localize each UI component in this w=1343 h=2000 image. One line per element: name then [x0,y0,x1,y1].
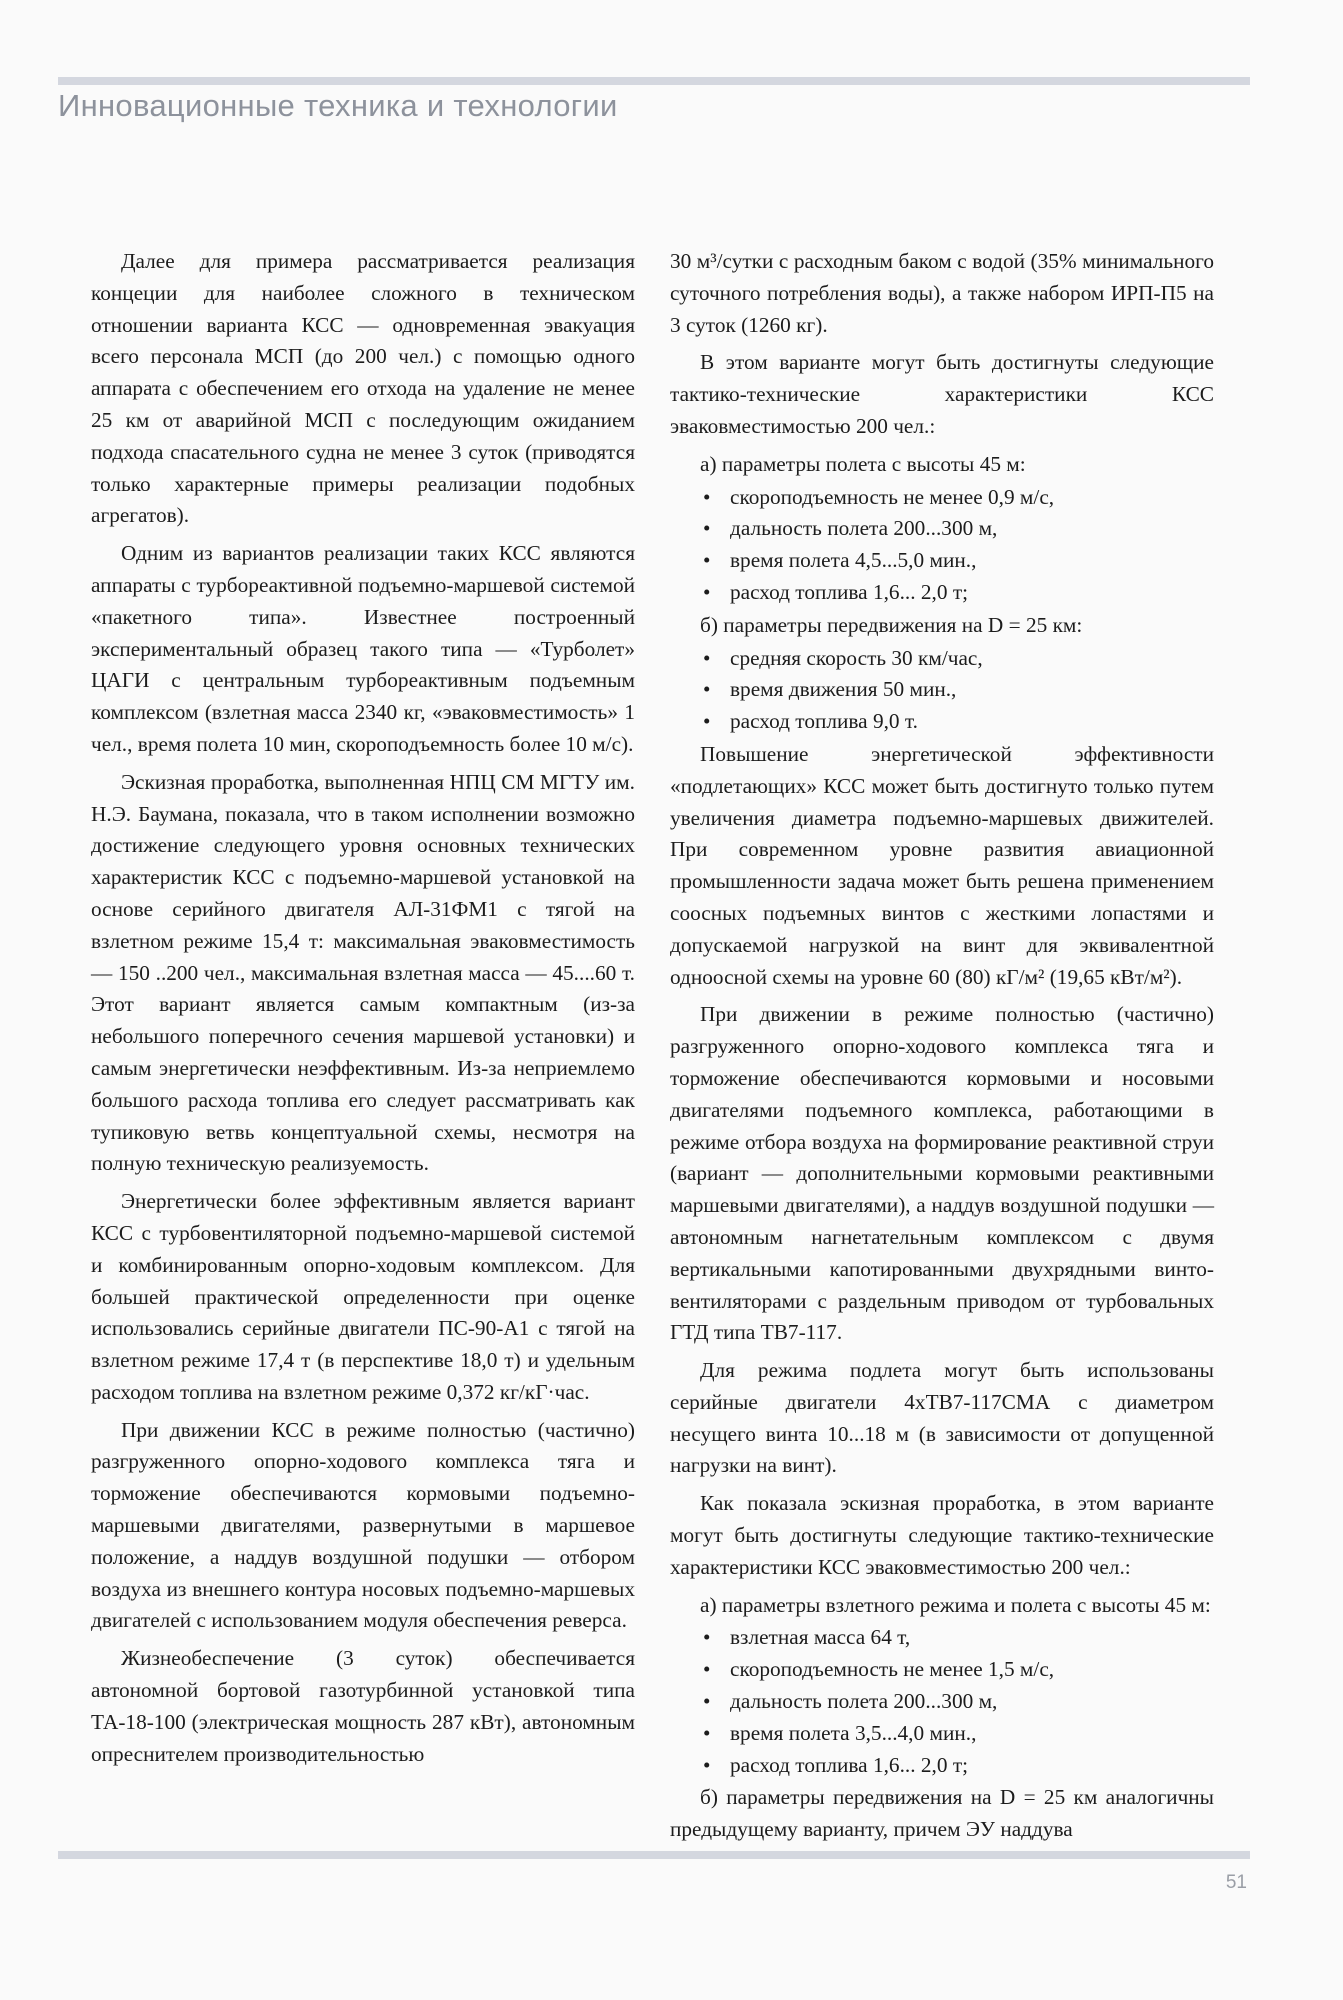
right-column [670,246,1214,1847]
paragraph: 30 м³/сутки с расходным баком с водой (35% минимального суточного потребления воды), а также набором ИРП-П5 на 3 суток (1260 кг). [670,249,1214,337]
list-item [670,1686,1214,1718]
list-item [670,706,1214,738]
paragraph: Энергетически более эффективным является вариант КСС с турбовентиляторной подъемно-маршевой системой и комбинированным опорно-ходовым комплексом. Для большей практической определенности при оценке использовались серийные двигатели ПС-90-А1 с тягой на взлетном режиме 17,4 т (в перспективе 18,0 т) и удельным расходом топлива на взлетном режиме 0,372 кг/кГ·час. [91,1189,635,1404]
page-number: 51 [1225,1872,1247,1893]
bullet: • [703,516,711,541]
list-item-text: скороподъемность не менее 1,5 м/с, [730,1657,1055,1682]
paragraph: Повышение энергетической эффективности «подлетающих» КСС может быть достигнуто только путем увеличения диаметра подъемно-маршевых движителей. При современном уровне развития авиационной промышленности задача может быть решена применением соосных подъемных винтов с жесткими лопастями и допускаемой нагрузкой на винт для эквивалентной одноосной схемы на уровне 60 (80) кГ/м² (19,65 кВт/м²). [670,741,1214,989]
list-item [670,1718,1214,1750]
paragraph: Жизнеобеспечение (3 суток) обеспечивается автономной бортовой газотурбинной установкой типа ТА-18-100 (электрическая мощность 287 кВт), автономным опреснителем производительностью [91,1646,635,1766]
bullet: • [703,1625,711,1650]
list-item-text: средняя скорость 30 км/час, [730,645,983,670]
bullet-list [670,1622,1214,1781]
paragraph: При движении в режиме полностью (частично) разгруженного опорно-ходового комплекса тяга и торможение обеспечиваются кормовыми и носовыми двигателями подъемного комплекса, работающими в режиме отбора воздуха на формирование реактивной струи (вариант — дополнительными кормовыми реактивными маршевыми двигателями), а наддув воздушной подушки — автономным нагнетательным комплексом с двумя вертикальными капотированными двухрядными винто-вентиляторами с раздельным приводом от турбовальных ГТД типа ТВ7-117. [670,1002,1214,1345]
bullet: • [703,1720,711,1745]
bullet: • [703,484,711,509]
list-heading: б) параметры передвижения на D = 25 км аналогичны предыдущему варианту, причем ЭУ наддува [670,1785,1214,1842]
header-rule [58,77,1250,85]
list-heading: б) параметры передвижения на D = 25 км: [700,612,1083,637]
list-item [670,643,1214,675]
left-column [91,246,635,1776]
list-item-text: расход топлива 1,6... 2,0 т; [730,1752,969,1777]
list-item-text: расход топлива 1,6... 2,0 т; [730,579,969,604]
list-heading: а) параметры полета с высоты 45 м: [700,451,1026,476]
bullet: • [703,709,711,734]
list-item-text: взлетная масса 64 т, [730,1625,911,1650]
list-item [670,1622,1214,1654]
paragraph: Одним из вариантов реализации таких КСС являются аппараты с турбореактивной подъемно-маршевой системой «пакетного типа». Известнее построенный экспериментальный образец такого типа — «Турболет» ЦАГИ с центральным турбореактивным подъемным комплексом (взлетная масса 2340 кг, «эваковместимость» 1 чел., время полета 10 мин, скороподъемность более 10 м/с). [91,541,635,756]
list-item-text: дальность полета 200...300 м, [730,516,998,541]
bullet: • [703,1657,711,1682]
paragraph: Для режима подлета могут быть использованы серийные двигатели 4хТВ7-117СМА с диаметром несущего винта 10...18 м (в зависимости от допущенной нагрузки на винт). [670,1358,1214,1478]
list-item [670,545,1214,577]
paragraph: Эскизная проработка, выполненная НПЦ СМ МГТУ им. Н.Э. Баумана, показала, что в таком исполнении возможно достижение следующего уровня основных технических характеристик КСС с подъемно-маршевой установкой на основе серийного двигателя АЛ-31ФМ1 с тягой на взлетном режиме 15,4 т: максимальная эваковместимость — 150 ..200 чел., максимальная взлетная масса — 45....60 т. Этот вариант является самым компактным (из-за небольшого поперечного сечения маршевой установки) и самым энергетически неэффективным. Из-за неприемлемо большого расхода топлива его следует рассматривать как тупиковую ветвь концептуальной схемы, несмотря на полную техническую реализуемость. [91,769,635,1176]
bullet: • [703,579,711,604]
bullet-list [670,482,1214,609]
paragraph: Далее для примера рассматривается реализация концеции для наиболее сложного в техническом отношении варианта КСС — одновременная эвакуация всего персонала МСП (до 200 чел.) с помощью одного аппарата с обеспечением его отхода на удаление не менее 25 км от аварийной МСП с последующим ожиданием подхода спасательного судна не менее 3 суток (приводятся только характерные примеры реализации подобных агрегатов). [91,249,635,528]
list-item-text: расход топлива 9,0 т. [730,709,918,734]
paragraph: При движении КСС в режиме полностью (частично) разгруженного опорно-ходового комплекса тяга и торможение обеспечиваются кормовыми подъемно-маршевыми двигателями, развернутыми в маршевое положение, а наддув воздушной подушки — отбором воздуха из внешнего контура носовых подъемно-маршевых двигателей с использованием модуля обеспечения реверса. [91,1417,635,1633]
paragraph: Как показала эскизная проработка, в этом варианте могут быть достигнуты следующие тактико-технические характеристики КСС эваковместимостью 200 чел.: [670,1491,1214,1579]
list-item [670,674,1214,706]
list-item-text: дальность полета 200...300 м, [730,1689,998,1714]
bullet: • [703,1689,711,1714]
list-item [670,1750,1214,1782]
list-item-text: время движения 50 мин., [730,677,957,702]
footer-rule [58,1851,1250,1859]
list-item [670,1654,1214,1686]
bullet: • [703,677,711,702]
list-item-text: скороподъемность не менее 0,9 м/с, [730,484,1055,509]
paragraph: В этом варианте могут быть достигнуты следующие тактико-технические характеристики КСС эваковместимостью 200 чел.: [670,350,1214,438]
list-item [670,482,1214,514]
list-item-text: время полета 3,5...4,0 мин., [730,1720,977,1745]
list-item [670,577,1214,609]
section-title: Инновационные техника и технологии [58,88,618,123]
list-item-text: время полета 4,5...5,0 мин., [730,548,977,573]
bullet: • [703,1752,711,1777]
bullet-list [670,643,1214,738]
list-heading: а) параметры взлетного режима и полета с высоты 45 м: [700,1592,1211,1617]
bullet: • [703,645,711,670]
list-item [670,513,1214,545]
bullet: • [703,548,711,573]
